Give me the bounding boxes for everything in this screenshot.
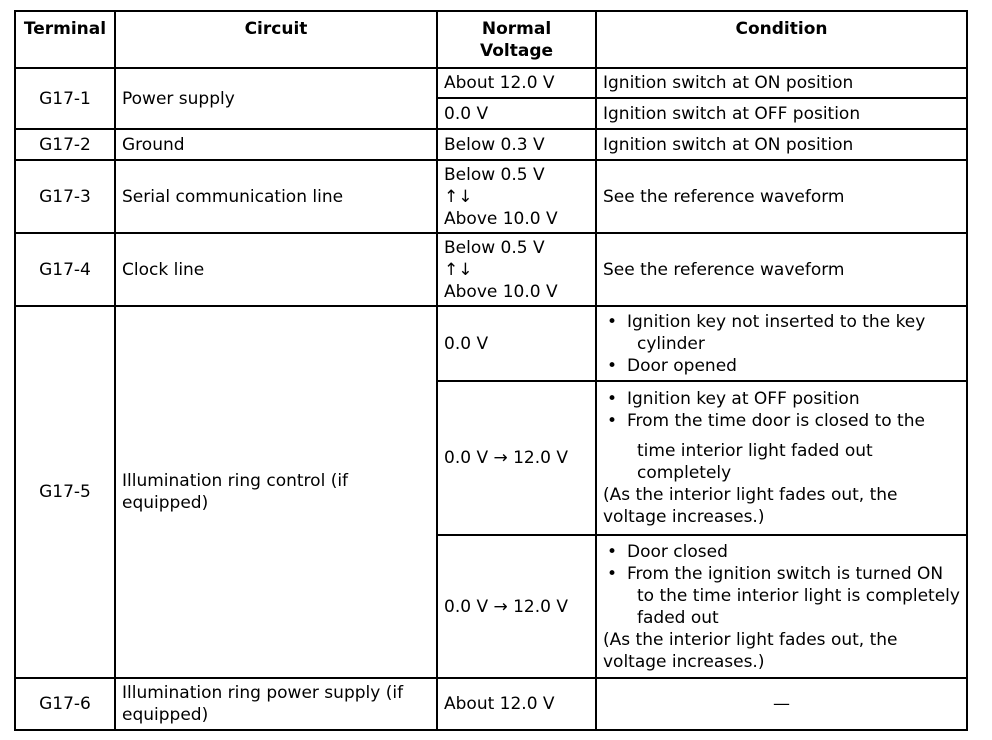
terminal-voltage-table [14,10,968,731]
table-row [15,233,967,306]
condition-cell: Ignition switch at ON position [596,68,967,98]
condition-list [603,388,960,484]
condition-cell: See the reference waveform [596,233,967,306]
terminal-cell: G17-3 [15,160,115,233]
voltage-low: Below 0.5 V [444,164,545,185]
condition-cell: Ignition switch at ON position [596,129,967,160]
list-item: • Door opened [603,355,960,377]
voltage-low: Below 0.5 V [444,237,545,258]
voltage-cell: 0.0 V [437,98,596,129]
terminal-cell: G17-1 [15,68,115,129]
toggle-arrows-icon: ↑↓ [444,259,473,280]
header-voltage-line1: Normal [481,19,552,39]
voltage-cell: 0.0 V [437,306,596,381]
condition-note: (As the interior light fades out, the voltage increases.) [603,629,898,672]
table-row [15,678,967,730]
voltage-high: Above 10.0 V [444,281,558,302]
circuit-cell: Power supply [115,68,437,129]
condition-list [603,311,960,377]
list-item: • Ignition key at OFF position [603,388,960,410]
header-voltage-line2: Voltage [479,41,554,61]
condition-cell [596,381,967,535]
condition-cell [596,306,967,381]
terminal-cell: G17-5 [15,306,115,678]
toggle-arrows-icon: ↑↓ [444,186,473,207]
condition-cell: See the reference waveform [596,160,967,233]
header-terminal: Terminal [15,11,115,68]
header-condition: Condition [596,11,967,68]
voltage-cell [437,160,596,233]
circuit-cell: Clock line [115,233,437,306]
voltage-cell: Below 0.3 V [437,129,596,160]
circuit-cell: Illumination ring power supply (if equipped) [115,678,437,730]
voltage-high: Above 10.0 V [444,208,558,229]
list-item: • Door closed [603,541,960,563]
voltage-cell: About 12.0 V [437,68,596,98]
condition-note: (As the interior light fades out, the voltage increases.) [603,485,898,527]
voltage-cell [437,233,596,306]
voltage-cell: 0.0 V → 12.0 V [437,381,596,535]
header-row [15,11,967,68]
circuit-cell: Ground [115,129,437,160]
list-item: • Ignition key not inserted to the key cylinder [603,311,960,355]
list-item: • From the ignition switch is turned ON to the time interior light is completely faded out [603,563,960,629]
condition-cell: — [596,678,967,730]
condition-cell [596,535,967,678]
list-item: • From the time door is closed to the time interior light faded out completely [603,410,960,484]
condition-cell: Ignition switch at OFF position [596,98,967,129]
circuit-cell: Illumination ring control (if equipped) [115,306,437,678]
table-row [15,68,967,98]
table-row [15,160,967,233]
header-circuit: Circuit [115,11,437,68]
condition-list [603,541,960,629]
terminal-cell: G17-2 [15,129,115,160]
voltage-cell: About 12.0 V [437,678,596,730]
voltage-cell: 0.0 V → 12.0 V [437,535,596,678]
table-row [15,306,967,381]
table-row [15,129,967,160]
terminal-cell: G17-4 [15,233,115,306]
header-voltage [437,11,596,68]
circuit-cell: Serial communication line [115,160,437,233]
terminal-cell: G17-6 [15,678,115,730]
